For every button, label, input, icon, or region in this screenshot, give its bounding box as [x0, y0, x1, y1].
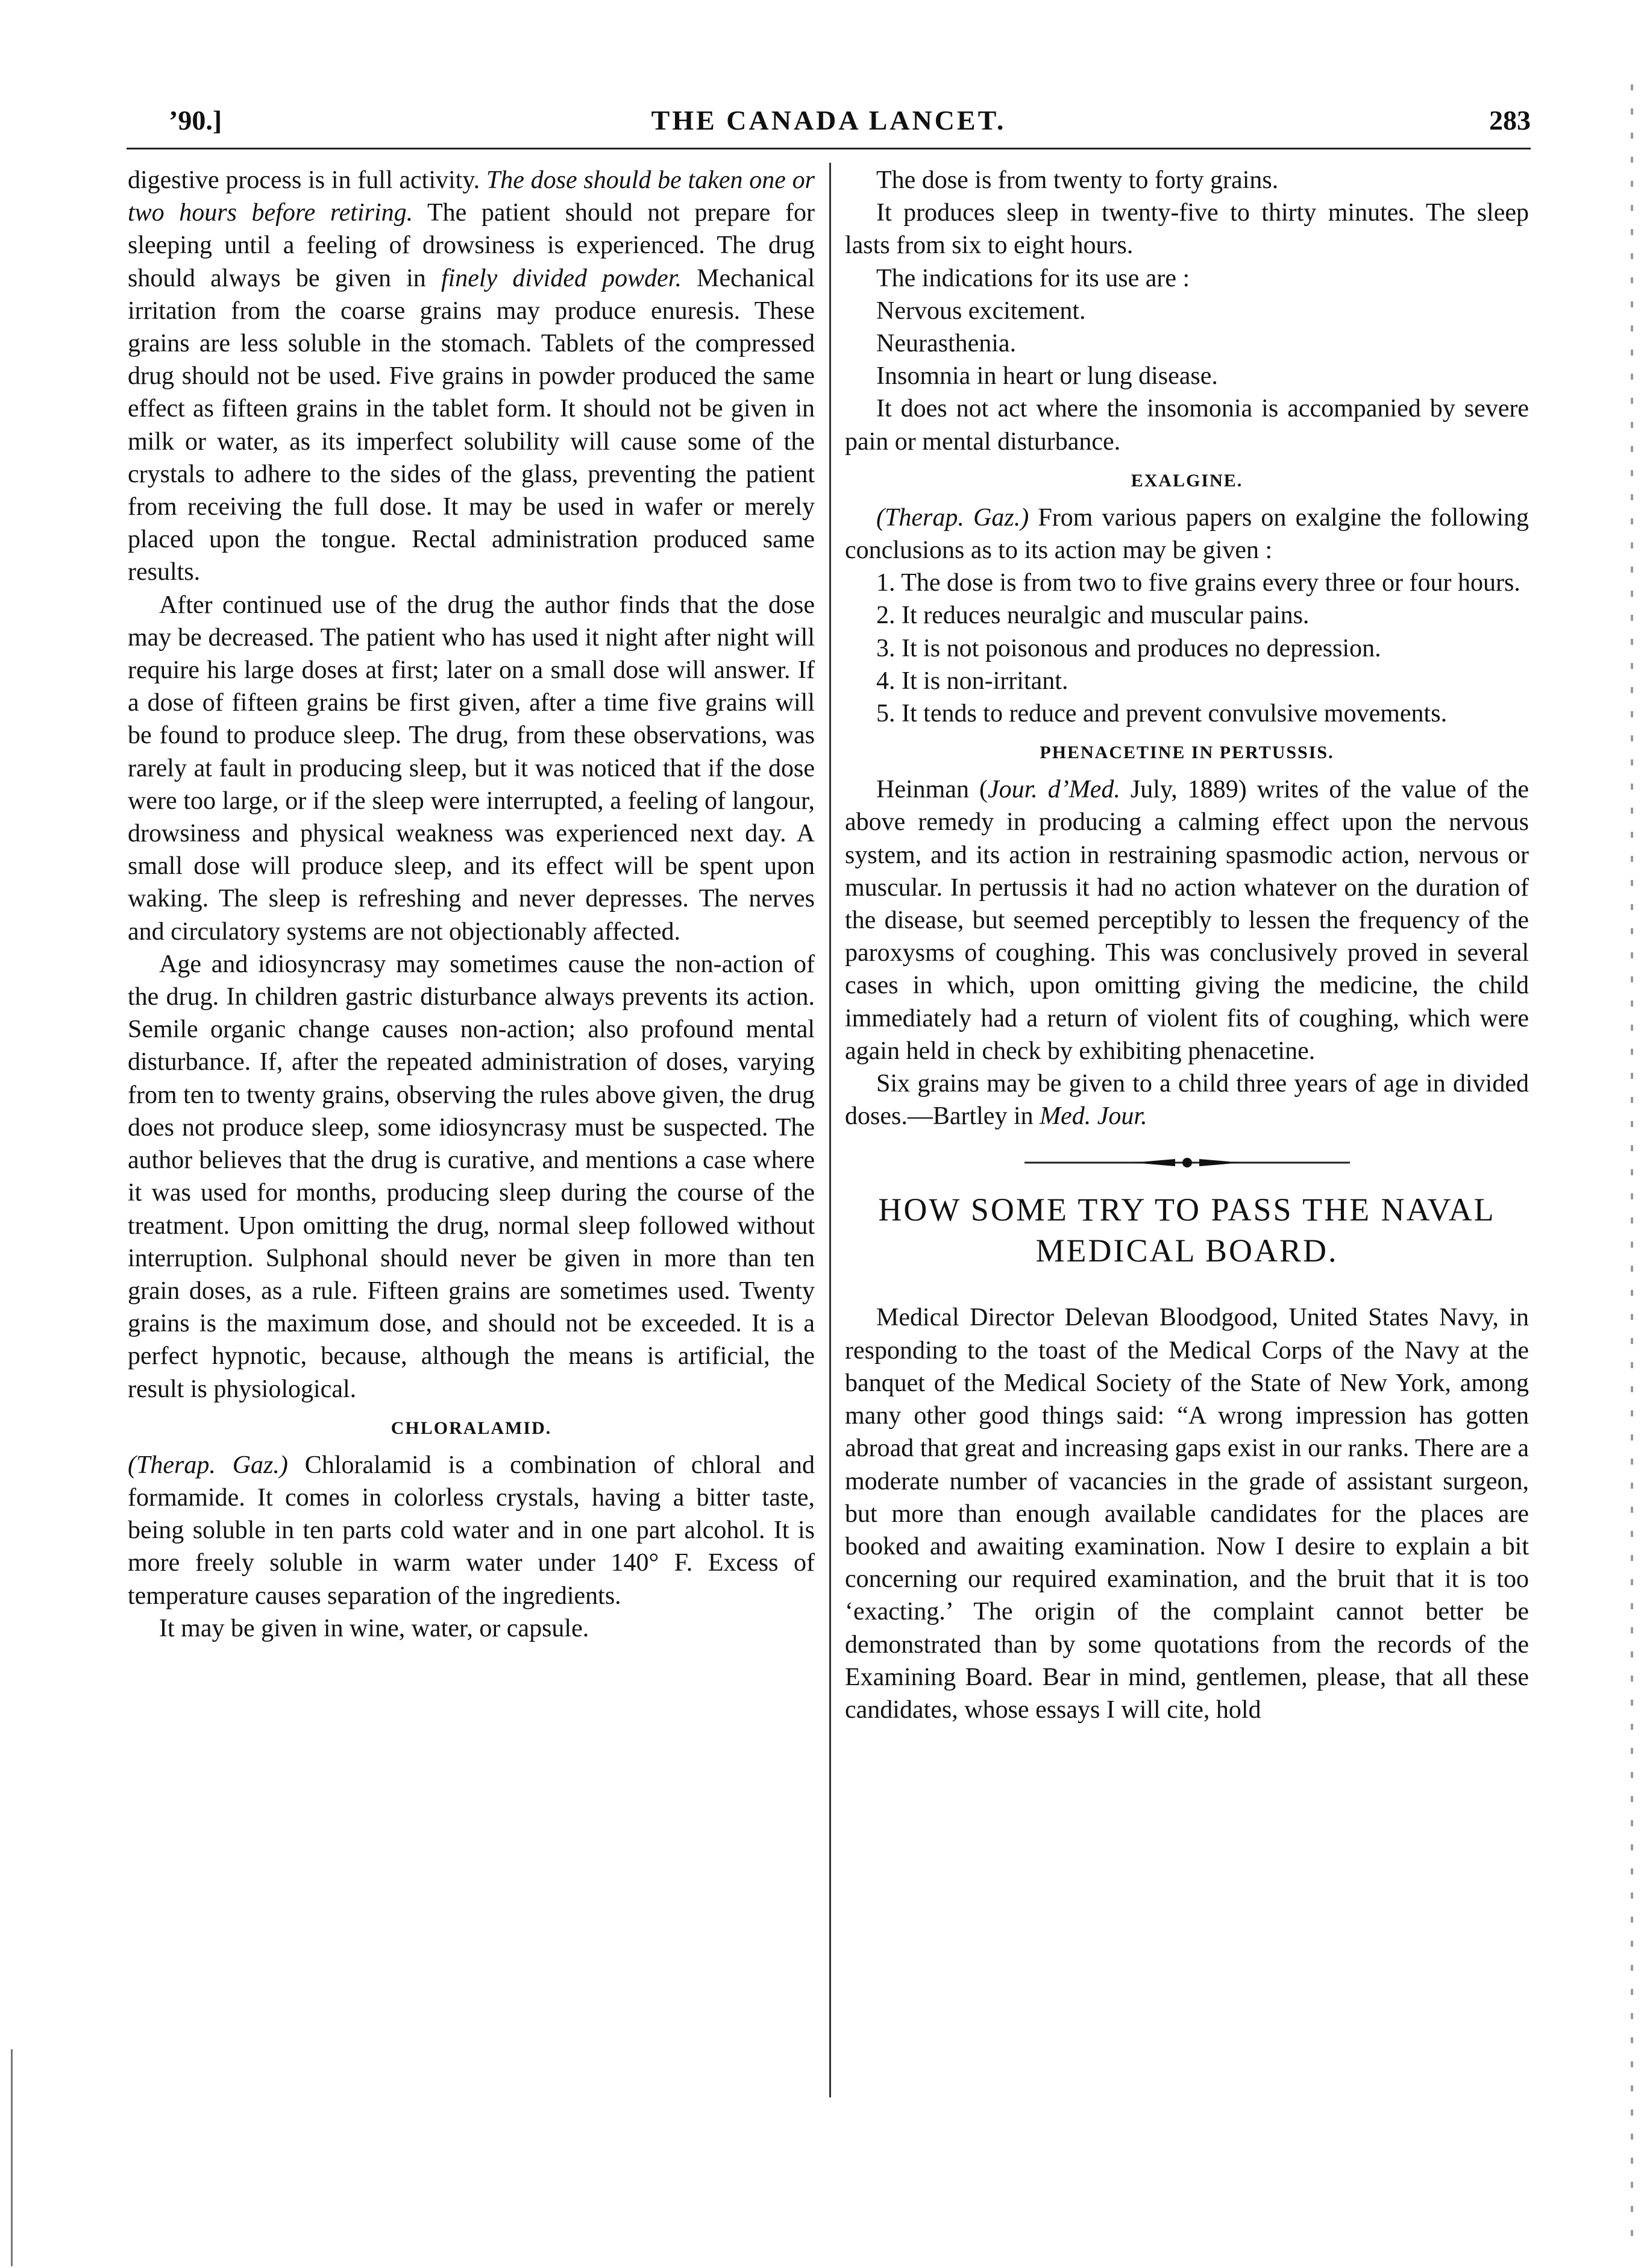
paragraph: The dose is from twenty to forty grains.	[876, 166, 1279, 194]
scan-edge-mark	[1631, 84, 1633, 2254]
scan-edge-mark	[11, 2049, 13, 2266]
running-header	[127, 99, 1531, 149]
ornamental-rule	[845, 1157, 1529, 1169]
list-item: Nervous excitement.	[876, 297, 1086, 325]
list-item: Neurasthenia.	[876, 330, 1017, 358]
paragraph: After continued use of the drug the author finds that the dose may be decreased. The patient who has used it night after night will require his large doses at first; later on a small dose will answer. If a dose of fifteen grains be first given, after a time five grains will be found to produce sleep. The drug, from these observations, was rarely at fault in producing sleep, but it was noticed that if the dose were too large, or if the sleep were interrupted, a feeling of langour, drowsiness and physical weakness was experienced next day. A small dose will produce sleep, and its effect will be spent upon waking. The sleep is refreshing and never depresses. The nerves and circulatory systems are not objectionably affected.	[128, 591, 815, 946]
paragraph: The indications for its use are :	[876, 264, 1190, 292]
page-number: 283	[1489, 105, 1531, 136]
ornament-icon	[1024, 1157, 1350, 1169]
list-item: 4. It is non-irritant.	[876, 667, 1068, 695]
paragraph: Heinman (Jour. d’Med. July, 1889) writes of the value of the above remedy in producing a calming effect upon the nervous system, and its action in restraining spasmodic action, nervous or muscular. In pertussis it had no action whatever on the duration of the disease, but seemed perceptibly to lessen the frequency of the paroxysms of coughing. This was conclusively proved in several cases in which, upon omitting giving the medicine, the child immediately had a return of violent fits of coughing, which were again held in check by exhibiting phenacetine.	[845, 776, 1529, 1065]
paragraph: digestive process is in full activity. The dose should be taken one or two hours before retiring. The patient should not prepare for sleeping until a feeling of drowsiness is experienced. The drug should always be given in finely divided powder. Mechanical irritation from the coarse grains may produce enuresis. These grains are less soluble in the stomach. Tablets of the compressed drug should not be used. Five grains in powder produced the same effect as fifteen grains in the tablet form. It should not be given in milk or water, as its imperfect solubility will cause some of the crystals to adhere to the sides of the glass, preventing the patient from receiving the full dose. It may be used in wafer or merely placed upon the tongue. Rectal administration produced same results.	[128, 166, 815, 586]
list-item: 2. It reduces neuralgic and muscular pains.	[876, 602, 1310, 630]
paragraph: It does not act where the insomonia is accompanied by severe pain or mental disturbance.	[845, 395, 1529, 456]
section-heading-phenacetine: PHENACETINE IN PERTUSSIS.	[1040, 743, 1334, 763]
list-item: 5. It tends to reduce and prevent convulsive movements.	[876, 700, 1448, 728]
list-item: 3. It is not poisonous and produces no depression.	[876, 634, 1381, 662]
list-item: 1. The dose is from two to five grains every three or four hours.	[876, 569, 1520, 597]
article-title: HOW SOME TRY TO PASS THE NAVAL MEDICAL BOARD.	[878, 1192, 1496, 1269]
left-column	[128, 164, 815, 1645]
paragraph: Age and idiosyncrasy may sometimes cause the non-action of the drug. In children gastric disturbance always prevents its action. Semile organic change causes non-action; also profound mental disturbance. If, after the repeated administration of doses, varying from ten to twenty grains, observing the rules above given, the drug does not produce sleep, some idiosyncrasy must be suspected. The author believes that the drug is curative, and mentions a case where it was used for months, producing sleep during the course of the treatment. Upon omitting the drug, normal sleep followed without interruption. Sulphonal should never be given in more than ten grain doses, as a rule. Fifteen grains are sometimes used. Twenty grains is the maximum dose, and should not be exceeded. It is a perfect hypnotic, because, although the means is artificial, the result is physiological.	[128, 950, 815, 1403]
paragraph: Six grains may be given to a child three years of age in divided doses.—Bartley in Med. Jour.	[845, 1070, 1529, 1131]
paragraph: It may be given in wine, water, or capsule.	[159, 1614, 589, 1642]
section-heading-chloralamid: CHLORALAMID.	[391, 1418, 552, 1438]
paragraph: (Therap. Gaz.) From various papers on exalgine the following conclusions as to its action may be given :	[845, 503, 1529, 565]
paragraph: (Therap. Gaz.) Chloralamid is a combination of chloral and formamide. It comes in colorless crystals, having a bitter taste, being soluble in ten parts cold water and in one part alcohol. It is more freely soluble in warm water under 140° F. Excess of temperature causes separation of the ingredients.	[128, 1451, 815, 1610]
column-divider	[829, 163, 831, 2097]
paragraph: It produces sleep in twenty-five to thirty minutes. The sleep lasts from six to eight hours.	[845, 199, 1529, 260]
header-volume-year: ’90.]	[169, 105, 222, 136]
right-column	[845, 164, 1529, 1726]
list-item: Insomnia in heart or lung disease.	[876, 362, 1218, 391]
section-heading-exalgine: EXALGINE.	[1131, 470, 1243, 491]
journal-title: THE CANADA LANCET.	[651, 105, 1006, 136]
paragraph: Medical Director Delevan Bloodgood, United States Navy, in responding to the toast of the Medical Corps of the Navy at the banquet of the Medical Society of the State of New York, among many other good things said: “A wrong impression has gotten abroad that great and increasing gaps exist in our ranks. There are a moderate number of vacancies in the grade of assistant surgeon, but more than enough available candidates for the places are booked and awaiting examination. Now I desire to explain a bit concerning our required examination, and the bruit that it is too ‘exacting.’ The origin of the complaint cannot better be demonstrated than by some quotations from the records of the Examining Board. Bear in mind, gentlemen, please, that all these candidates, whose essays I will cite, hold	[845, 1304, 1529, 1724]
